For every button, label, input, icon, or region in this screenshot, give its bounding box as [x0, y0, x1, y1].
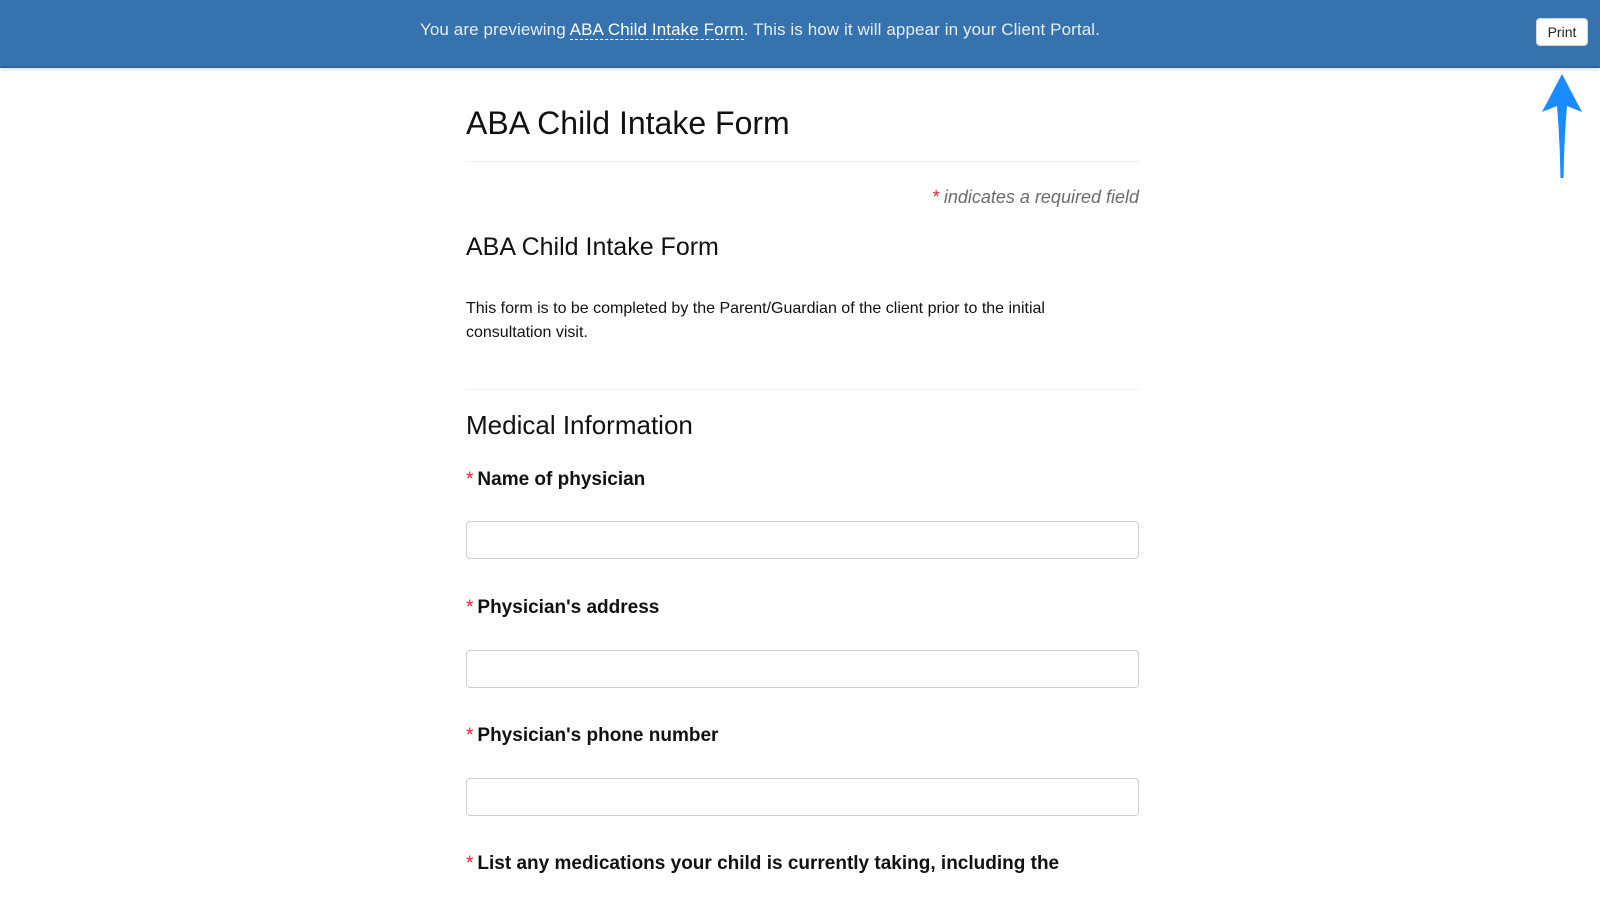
label-physician-address: * Physician's address — [466, 597, 660, 618]
print-button[interactable]: Print — [1536, 18, 1588, 46]
arrow-up-icon — [1540, 72, 1584, 182]
label-current-medications: * List any medications your child is currently taking, including the — [466, 853, 1060, 874]
section-title-medical-information: Medical Information — [466, 410, 693, 440]
section-divider — [466, 389, 1139, 390]
required-star: * — [466, 469, 474, 490]
preview-message — [420, 20, 1100, 40]
label-name-of-physician: * Name of physician — [466, 469, 646, 490]
title-divider — [466, 161, 1139, 162]
physician-name-input[interactable] — [466, 521, 1139, 559]
form-name-link[interactable]: ABA Child Intake Form — [569, 20, 744, 39]
required-star: * — [466, 597, 474, 618]
page-title: ABA Child Intake Form — [466, 105, 790, 141]
required-star: * — [466, 725, 474, 746]
preview-text-before: You are previewing — [420, 20, 570, 39]
physician-phone-input[interactable] — [466, 778, 1139, 816]
label-physician-phone: * Physician's phone number — [466, 725, 719, 746]
required-field-note — [932, 187, 1139, 208]
required-star: * — [466, 853, 474, 874]
preview-banner — [0, 0, 1600, 68]
required-star: * — [931, 187, 939, 207]
required-note-text: indicates a required field — [938, 187, 1139, 207]
form-description: This form is to be completed by the Parent/Guardian of the client prior to the initial consultation visit. — [466, 300, 1045, 341]
physician-address-input[interactable] — [466, 650, 1139, 688]
preview-text-after: . This is how it will appear in your Client Portal. — [743, 20, 1100, 39]
form-subtitle: ABA Child Intake Form — [466, 233, 719, 261]
